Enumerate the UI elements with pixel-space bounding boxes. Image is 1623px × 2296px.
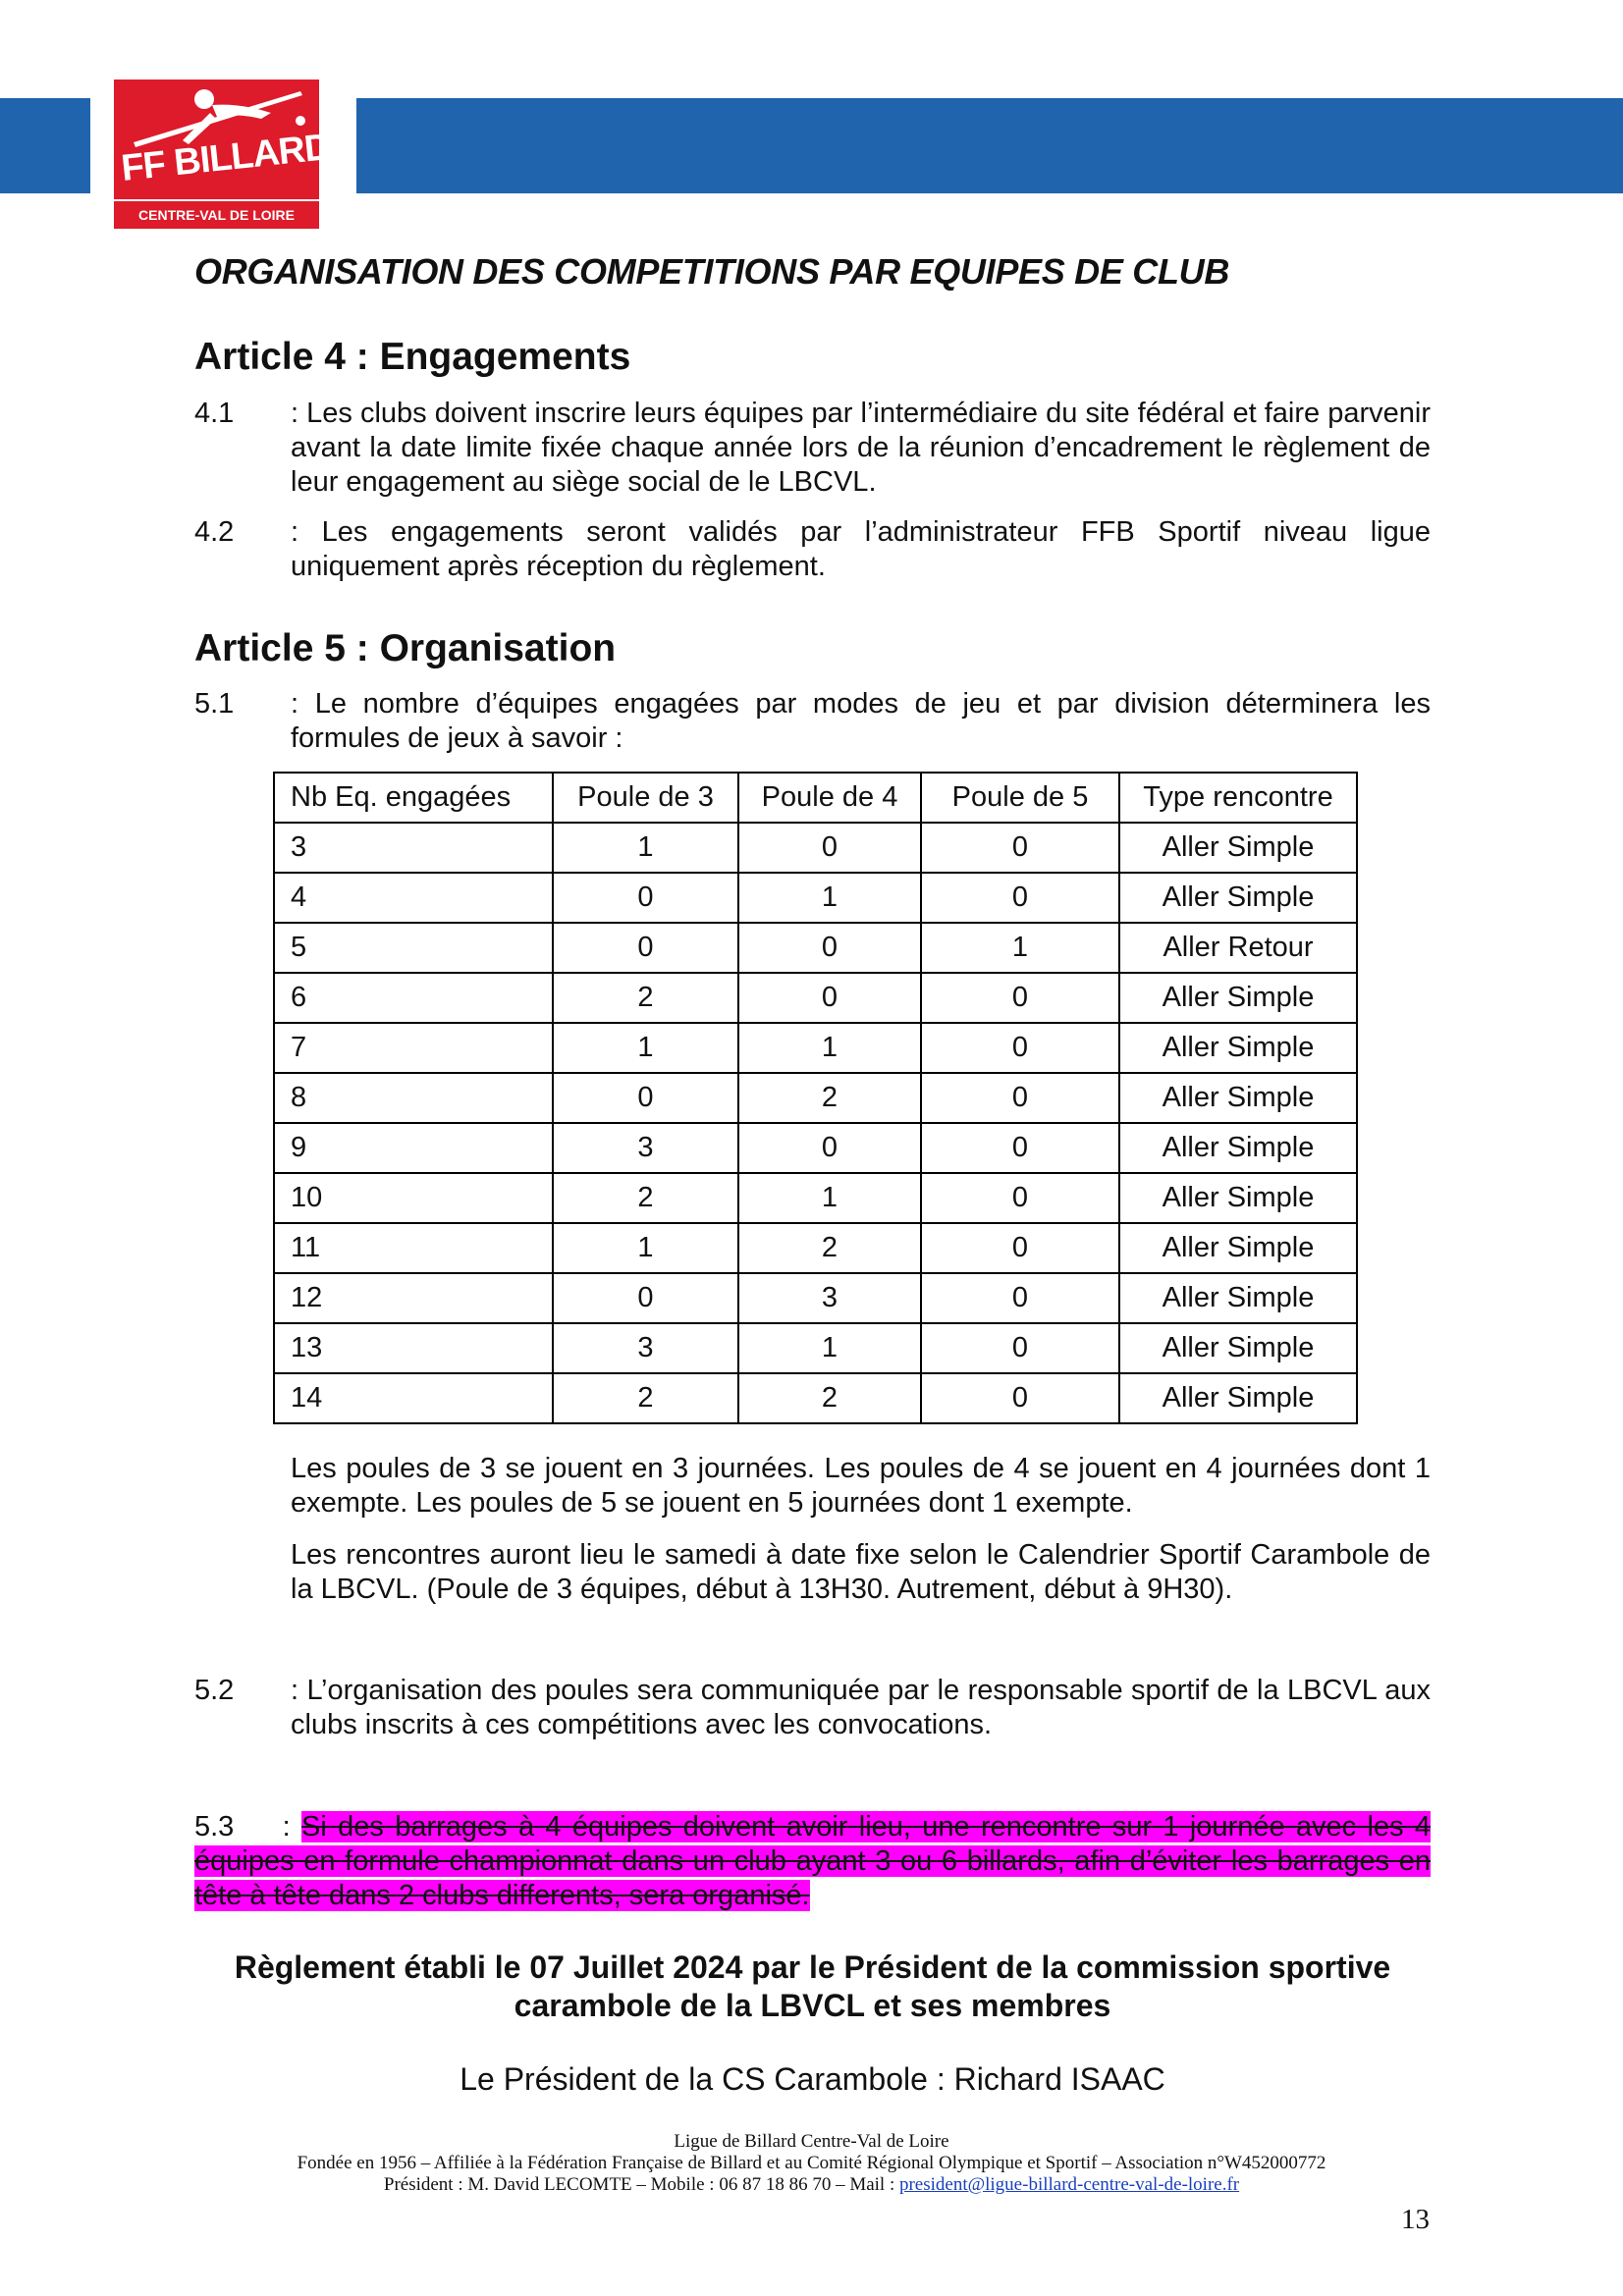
table-row xyxy=(274,973,1357,1023)
note-poules: Les poules de 3 se jouent en 3 journées. Les poules de 4 se jouent en 4 journées dont 1 exempte. Les poules de 5 se jouent en 5 journées dont 1 exempte. xyxy=(291,1453,1431,1519)
clause-number: 4.2 xyxy=(194,516,235,548)
article-4-heading: Article 4 : Engagements xyxy=(194,336,631,378)
note-rencontres: Les rencontres auront lieu le samedi à date fixe selon le Calendrier Sportif Carambole de la LBCVL. (Poule de 3 équipes, début à 13H30. Autrement, début à 9H30). xyxy=(291,1539,1431,1605)
cell-poule-3: 3 xyxy=(553,1123,738,1173)
cell-poule-4: 1 xyxy=(738,1323,921,1373)
header-poule-3: Poule de 3 xyxy=(553,773,738,823)
signature-line: Le Président de la CS Carambole : Richard ISAAC xyxy=(460,2061,1165,2097)
cell-type-rencontre: Aller Retour xyxy=(1119,923,1357,973)
table-row xyxy=(274,1173,1357,1223)
table-row xyxy=(274,1023,1357,1073)
cell-poule-4: 1 xyxy=(738,873,921,923)
email-link[interactable]: president@ligue-billard-centre-val-de-loire.fr xyxy=(898,2174,1240,2195)
cell-nb-equipes: 6 xyxy=(274,973,553,1023)
cell-poule-4: 0 xyxy=(738,973,921,1023)
cell-poule-3: 0 xyxy=(553,1273,738,1323)
cell-nb-equipes: 13 xyxy=(274,1323,553,1373)
struck-highlighted-text: Si des barrages à 4 équipes doivent avoir lieu, une rencontre sur 1 journée avec les 4 équipes en formule championnat dans un club ayant 3 ou 6 billards, afin d’éviter les barrages en tête à tête dans 2 clubs differents, sera organisé. xyxy=(194,1811,1432,1911)
cell-poule-3: 2 xyxy=(553,973,738,1023)
cell-poule-3: 0 xyxy=(553,873,738,923)
clause-4-2 xyxy=(194,515,1431,584)
cell-poule-5: 1 xyxy=(921,923,1119,973)
cell-nb-equipes: 9 xyxy=(274,1123,553,1173)
document-title: ORGANISATION DES COMPETITIONS PAR EQUIPES DE CLUB xyxy=(194,251,1230,292)
table-row xyxy=(274,1373,1357,1423)
cell-poule-3: 0 xyxy=(553,1073,738,1123)
cell-nb-equipes: 12 xyxy=(274,1273,553,1323)
cell-nb-equipes: 7 xyxy=(274,1023,553,1073)
cell-poule-4: 3 xyxy=(738,1273,921,1323)
table-row xyxy=(274,1273,1357,1323)
cell-poule-4: 1 xyxy=(738,1023,921,1073)
cell-poule-5: 0 xyxy=(921,1373,1119,1423)
cell-type-rencontre: Aller Simple xyxy=(1119,1173,1357,1223)
cell-poule-5: 0 xyxy=(921,1123,1119,1173)
header-band-left xyxy=(0,98,90,193)
cell-type-rencontre: Aller Simple xyxy=(1119,823,1357,873)
cell-poule-5: 0 xyxy=(921,1173,1119,1223)
header-band-right xyxy=(356,98,1623,193)
cell-type-rencontre: Aller Simple xyxy=(1119,1023,1357,1073)
adoption-line-1: Règlement établi le 07 Juillet 2024 par le Président de la commission sportive xyxy=(234,1949,1391,1985)
clause-number: 5.1 xyxy=(194,688,235,720)
footer-line-2: Fondée en 1956 – Affiliée à la Fédération Française de Billard et au Comité Régional Olympique et Sportif – Association n°W452000772 xyxy=(297,2153,1326,2173)
clause-number: 4.1 xyxy=(194,398,235,429)
table-row xyxy=(274,873,1357,923)
cell-nb-equipes: 4 xyxy=(274,873,553,923)
clause-number: 5.3 xyxy=(194,1811,235,1842)
logo-wordmark: FF BILLARD xyxy=(119,126,333,190)
footer-line-1: Ligue de Billard Centre-Val de Loire xyxy=(674,2131,949,2152)
cell-poule-5: 0 xyxy=(921,1273,1119,1323)
cell-type-rencontre: Aller Simple xyxy=(1119,1223,1357,1273)
footer-contact: Président : M. David LECOMTE – Mobile : 06 87 18 86 70 – Mail : xyxy=(383,2174,899,2195)
page-footer xyxy=(0,2131,1623,2196)
clause-number: 5.2 xyxy=(194,1675,235,1706)
clause-5-3 xyxy=(194,1810,1431,1913)
header-type-rencontre: Type rencontre xyxy=(1119,773,1357,823)
cell-type-rencontre: Aller Simple xyxy=(1119,1073,1357,1123)
cell-poule-5: 0 xyxy=(921,973,1119,1023)
ff-billard-logo xyxy=(114,74,333,229)
cell-type-rencontre: Aller Simple xyxy=(1119,1323,1357,1373)
logo-region: CENTRE-VAL DE LOIRE xyxy=(114,199,319,229)
cell-nb-equipes: 5 xyxy=(274,923,553,973)
clause-5-2 xyxy=(194,1674,1431,1742)
table-row xyxy=(274,1073,1357,1123)
page-number: 13 xyxy=(1401,2204,1430,2235)
cell-type-rencontre: Aller Simple xyxy=(1119,1123,1357,1173)
header-nb-equipes: Nb Eq. engagées xyxy=(274,773,553,823)
cell-type-rencontre: Aller Simple xyxy=(1119,873,1357,923)
table-row xyxy=(274,1223,1357,1273)
cell-nb-equipes: 11 xyxy=(274,1223,553,1273)
cell-poule-5: 0 xyxy=(921,1023,1119,1073)
clause-text: : L’organisation des poules sera communiquée par le responsable sportif de la LBCVL aux clubs inscrits à ces compétitions avec les convocations. xyxy=(291,1675,1431,1740)
cell-poule-4: 0 xyxy=(738,1123,921,1173)
clause-text: : Le nombre d’équipes engagées par modes de jeu et par division déterminera les formules de jeux à savoir : xyxy=(291,688,1431,754)
cell-poule-4: 1 xyxy=(738,1173,921,1223)
cell-poule-3: 1 xyxy=(553,823,738,873)
clause-4-1 xyxy=(194,397,1431,500)
cell-nb-equipes: 10 xyxy=(274,1173,553,1223)
clause-text: : Les clubs doivent inscrire leurs équipes par l’intermédiaire du site fédéral et faire parvenir avant la date limite fixée chaque année lors de la réunion d’encadrement le règlement de leur engagement au siège social de le LBCVL. xyxy=(291,398,1431,498)
cell-type-rencontre: Aller Simple xyxy=(1119,973,1357,1023)
cell-poule-5: 0 xyxy=(921,873,1119,923)
table-header-row xyxy=(274,773,1357,823)
cell-poule-4: 2 xyxy=(738,1073,921,1123)
cell-poule-4: 0 xyxy=(738,823,921,873)
clause-text: : Les engagements seront validés par l’administrateur FFB Sportif niveau ligue uniquement après réception du règlement. xyxy=(291,516,1431,582)
cell-type-rencontre: Aller Simple xyxy=(1119,1373,1357,1423)
header-poule-5: Poule de 5 xyxy=(921,773,1119,823)
clause-5-1 xyxy=(194,687,1431,756)
cell-poule-5: 0 xyxy=(921,823,1119,873)
cell-poule-4: 2 xyxy=(738,1223,921,1273)
cell-poule-3: 3 xyxy=(553,1323,738,1373)
footer-line-3 xyxy=(0,2174,1623,2196)
adoption-statement xyxy=(194,1949,1431,2025)
formulas-table xyxy=(273,772,1358,1424)
cell-nb-equipes: 3 xyxy=(274,823,553,873)
cell-poule-5: 0 xyxy=(921,1323,1119,1373)
cell-poule-5: 0 xyxy=(921,1223,1119,1273)
cell-poule-3: 1 xyxy=(553,1023,738,1073)
table-row xyxy=(274,1123,1357,1173)
cell-nb-equipes: 14 xyxy=(274,1373,553,1423)
cell-poule-5: 0 xyxy=(921,1073,1119,1123)
table-row xyxy=(274,923,1357,973)
cell-poule-4: 0 xyxy=(738,923,921,973)
cell-poule-4: 2 xyxy=(738,1373,921,1423)
clause-prefix: : xyxy=(282,1811,291,1842)
cell-poule-3: 2 xyxy=(553,1373,738,1423)
cell-nb-equipes: 8 xyxy=(274,1073,553,1123)
cell-poule-3: 0 xyxy=(553,923,738,973)
header-poule-4: Poule de 4 xyxy=(738,773,921,823)
table-row xyxy=(274,1323,1357,1373)
cell-poule-3: 1 xyxy=(553,1223,738,1273)
adoption-line-2: carambole de la LBVCL et ses membres xyxy=(514,1988,1111,2023)
cell-type-rencontre: Aller Simple xyxy=(1119,1273,1357,1323)
cell-poule-3: 2 xyxy=(553,1173,738,1223)
article-5-heading: Article 5 : Organisation xyxy=(194,627,617,669)
table-row xyxy=(274,823,1357,873)
